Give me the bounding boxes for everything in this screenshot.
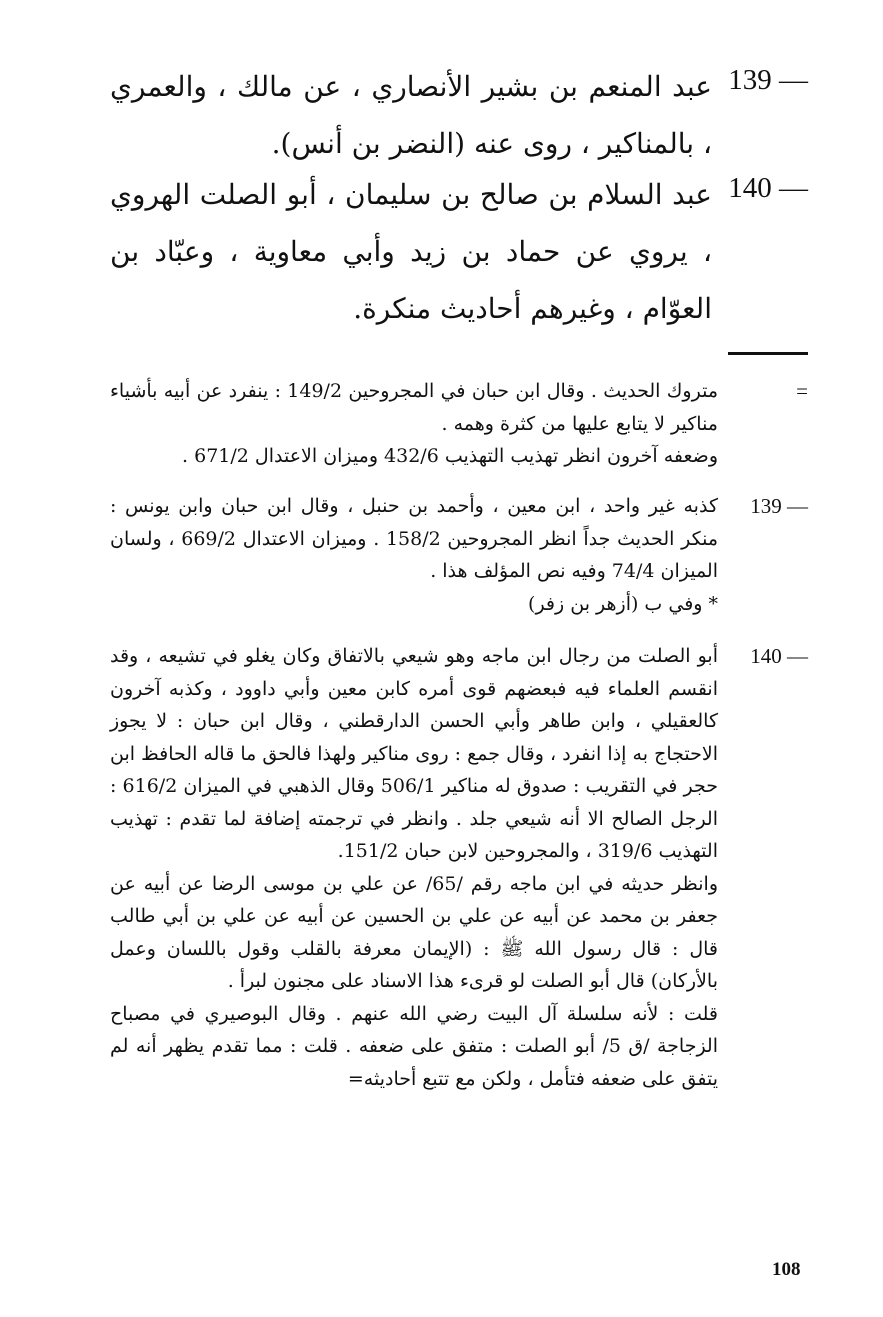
footnote-paragraph: كذبه غير واحد ، ابن معين ، وأحمد بن حنبل ، وقال ابن حبان وابن يونس : منكر الحديث جداً انظر المجروحين 158/2 . وميزان الاعتدال 669/2 ، ولسان الميزان 74/4 وفيه نص المؤلف هذا . xyxy=(110,495,718,582)
entry-text: عبد المنعم بن بشير الأنصاري ، عن مالك ، والعمري ، بالمناكير ، روى عنه (النضر بن أنس). xyxy=(110,70,712,160)
footnote-mark: = xyxy=(796,379,808,403)
entry-140 xyxy=(110,166,808,337)
footnote-140 xyxy=(110,640,808,1095)
footnote-139 xyxy=(110,490,808,620)
entry-number: 140 — xyxy=(728,172,808,204)
footnote-paragraph: أبو الصلت من رجال ابن ماجه وهو شيعي بالاتفاق وكان يغلو في تشيعه ، وقد انقسم العلماء فيه فبعضهم قوى أمره كابن معين وأبي داوود ، وكذبه آخرون كالعقيلي ، وابن طاهر وأبي الحسن الدارقطني ، وقال ابن حبان : لا يجوز الاحتجاج به إذا انفرد ، وقال جمع : روى مناكير ولهذا فالحق ما قاله الحافظ ابن حجر في التقريب : صدوق له مناكير 506/1 وقال الذهبي في الميزان 616/2 : الرجل الصالح الا أنه شيعي جلد . وانظر في ترجمته إضافة لما تقدم : تهذيب التهذيب 319/6 ، والمجروحين لابن حبان 151/2. xyxy=(110,645,718,862)
footnote-text xyxy=(110,640,718,1095)
footnote-continued xyxy=(110,375,808,473)
footnote-paragraph: وانظر حديثه في ابن ماجه رقم /65/ عن علي بن موسى الرضا عن أبيه عن جعفر بن محمد عن أبيه عن علي بن الحسين عن أبيه عن علي بن أبي طالب قال : قال رسول الله ﷺ : (الإيمان معرفة بالقلب وقول باللسان وعمل بالأركان) قال أبو الصلت لو قرىء هذا الاسناد على مجنون لبرأ . xyxy=(110,872,718,992)
page-number: 108 xyxy=(772,1259,801,1280)
entry-139 xyxy=(110,58,808,172)
footnote-mark: 139 — xyxy=(750,494,808,518)
footnote-paragraph: وضعفه آخرون انظر تهذيب التهذيب 432/6 وميزان الاعتدال 671/2 . xyxy=(182,445,718,467)
entry-text: عبد السلام بن صالح بن سليمان ، أبو الصلت الهروي ، يروي عن حماد بن زيد وأبي معاوية ، وعبّاد بن العوّام ، وغيرهم أحاديث منكرة. xyxy=(110,178,712,325)
footnote-text xyxy=(110,375,718,473)
footnote-text xyxy=(110,490,718,620)
footnote-paragraph: قلت : لأنه سلسلة آل البيت رضي الله عنهم . وقال البوصيري في مصباح الزجاجة /ق 5/ أبو الصلت : متفق على ضعفه . قلت : مما تقدم يظهر أنه لم يتفق على ضعفه فتأمل ، ولكن مع تتبع أحاديثه= xyxy=(110,1002,718,1090)
footnote-mark: 140 — xyxy=(750,644,808,668)
footnote-paragraph: * وفي ب (أزهر بن زفر) xyxy=(528,592,718,615)
footnote-paragraph: متروك الحديث . وقال ابن حبان في المجروحين 149/2 : ينفرد عن أبيه بأشياء مناكير لا يتابع عليها من كثرة وهمه . xyxy=(110,380,718,435)
footnote-separator xyxy=(728,352,808,355)
entry-number: 139 — xyxy=(728,64,808,96)
